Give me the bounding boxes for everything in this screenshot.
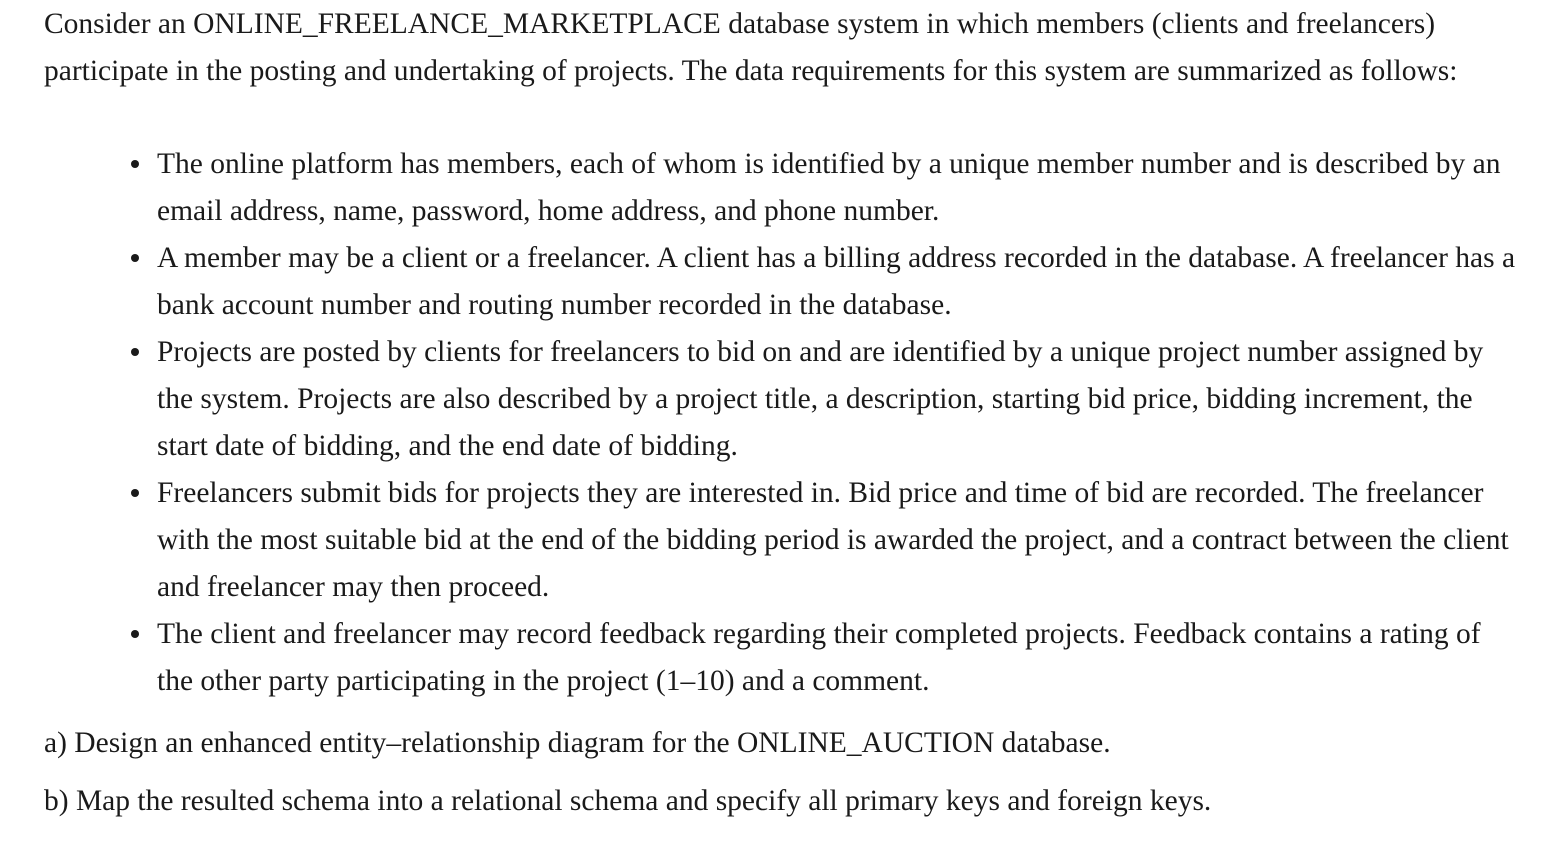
- bullet-icon: [131, 254, 139, 262]
- requirement-item: [157, 235, 1517, 329]
- requirement-item: [157, 141, 1517, 235]
- requirement-item: [157, 329, 1517, 470]
- intro-paragraph: Consider an ONLINE_FREELANCE_MARKETPLACE database system in which members (clients and freelancers) participate in the posting and undertaking of projects. The data requirements for this system are summarized as follows:: [44, 8, 1458, 87]
- question-a: a) Design an enhanced entity–relationship diagram for the ONLINE_AUCTION database.: [44, 727, 1111, 759]
- requirement-text: Freelancers submit bids for projects they are interested in. Bid price and time of bid are recorded. The freelancer with the most suitable bid at the end of the bidding period is awarded the project, and a contract between the client and freelancer may then proceed.: [157, 477, 1509, 603]
- bullet-icon: [131, 160, 139, 168]
- requirement-item: [157, 611, 1517, 705]
- question-b: b) Map the resulted schema into a relational schema and specify all primary keys and foreign keys.: [44, 785, 1212, 817]
- bullet-icon: [131, 489, 139, 497]
- requirement-text: A member may be a client or a freelancer. A client has a billing address recorded in the database. A freelancer has a bank account number and routing number recorded in the database.: [157, 242, 1516, 321]
- bullet-icon: [131, 348, 139, 356]
- requirement-text: The client and freelancer may record feedback regarding their completed projects. Feedback contains a rating of the other party participating in the project (1–10) and a comment.: [157, 618, 1481, 697]
- requirement-item: [157, 470, 1517, 611]
- bullet-icon: [131, 630, 139, 638]
- requirement-text: Projects are posted by clients for freelancers to bid on and are identified by a unique project number assigned by the system. Projects are also described by a project title, a description, starting bid price, bidding increment, the start date of bidding, and the end date of bidding.: [157, 336, 1484, 462]
- requirement-text: The online platform has members, each of whom is identified by a unique member number and is described by an email address, name, password, home address, and phone number.: [157, 148, 1501, 227]
- requirements-list: [157, 141, 1517, 705]
